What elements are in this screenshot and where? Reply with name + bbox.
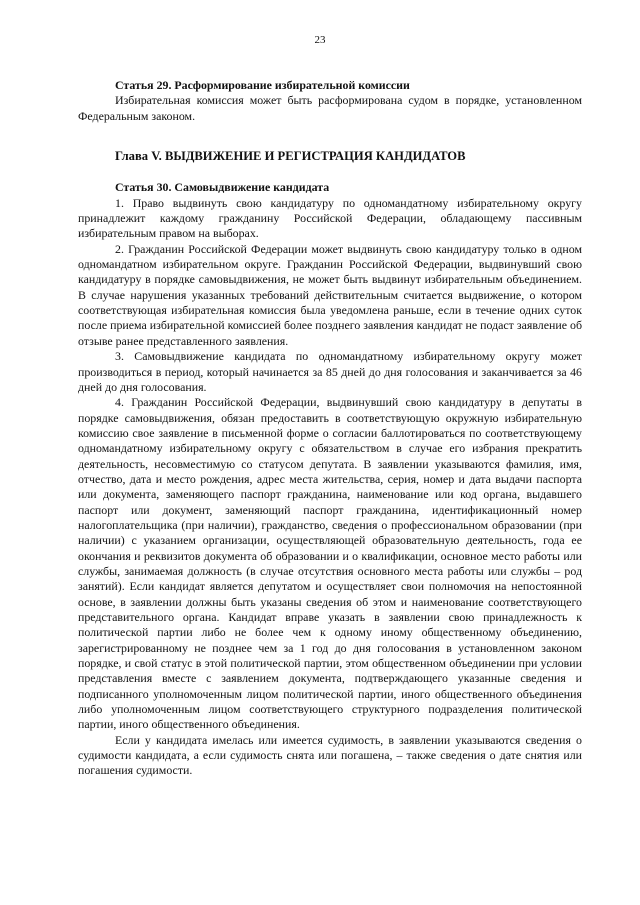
chapter-title: Глава V. ВЫДВИЖЕНИЕ И РЕГИСТРАЦИЯ КАНДИДАТОВ: [115, 149, 466, 164]
article-30-paragraph-4-criminal-record: Если у кандидата имелась или имеется судимость, в заявлении указываются сведения о судимости кандидата, а если судимость снята или погашена, – также сведения о дате снятия или погашения судимости.: [78, 732, 582, 778]
article-30-paragraph-2: 2. Гражданин Российской Федерации может выдвинуть свою кандидатуру только в одном одномандатном избирательном округе. Гражданин Российской Федерации, выдвинувший свою кандидатуру в порядке самовыдвижения, не может быть выдвинут избирательным объединением. В случае нарушения указанных требований действительным считается выдвижение, о котором соответствующая избирательная комиссия была уведомлена раньше, если в течение одних суток после приема избирательной комиссией более позднего заявления кандидат не подаст заявление об отзыве ранее представленного заявления.: [78, 241, 582, 348]
document-body: [78, 78, 582, 779]
page-number: 23: [314, 34, 326, 46]
article-29-title: Статья 29. Расформирование избирательной комиссии: [115, 78, 410, 92]
article-30-paragraph-1: 1. Право выдвинуть свою кандидатуру по одномандатному избирательному округу принадлежит каждому гражданину Российской Федерации, обладающему пассивным избирательным правом на выборах.: [78, 195, 582, 241]
article-30-paragraph-4: 4. Гражданин Российской Федерации, выдвинувший свою кандидатуру в депутаты в порядке самовыдвижения, обязан предоставить в соответствующую окружную избирательную комиссию свое заявление в письменной форме о согласии баллотироваться по соответствующему одномандатному избирательному округу с обязательством в случае его избрания прекратить деятельность, несовместимую со статусом депутата. В заявлении указываются фамилия, имя, отчество, дата и место рождения, адрес места жительства, серия, номер и дата выдачи паспорта или документа, заменяющего паспорт гражданина, наименование или код органа, выдавшего паспорт или документ, заменяющий паспорт гражданина, идентификационный номер налогоплательщика (при наличии), гражданство, сведения о профессиональном образовании (при наличии) с указанием организации, осуществляющей образовательную деятельность, года ее окончания и реквизитов документа об образовании и о квалификации, основное место работы или службы, занимаемая должность (в случае отсутствия основного места работы или службы – род занятий). Если кандидат является депутатом и осуществляет свои полномочия на непостоянной основе, в заявлении должны быть указаны сведения об этом и наименование соответствующего представительного органа. Кандидат вправе указать в заявлении свою принадлежность к политической партии либо не более чем к одному иному общественному объединению, зарегистрированному не позднее чем за 1 год до дня голосования в установленном законом порядке, и свой статус в этой политической партии, этом общественном объединении при условии представления вместе с заявлением документа, подтверждающего указанные сведения и подписанного уполномоченным лицом политической партии, иного общественного объединения либо уполномоченным лицом соответствующего структурного подразделения политической партии, иного общественного объединения.: [78, 395, 582, 732]
article-29-text: Избирательная комиссия может быть расформирована судом в порядке, установленном Федеральным законом.: [78, 93, 582, 123]
article-30-title: Статья 30. Самовыдвижение кандидата: [115, 180, 330, 195]
article-30-paragraph-3: 3. Самовыдвижение кандидата по одномандатному избирательному округу может производиться в период, который начинается за 85 дней до дня голосования и заканчивается за 46 дней до дня голосования.: [78, 349, 582, 394]
